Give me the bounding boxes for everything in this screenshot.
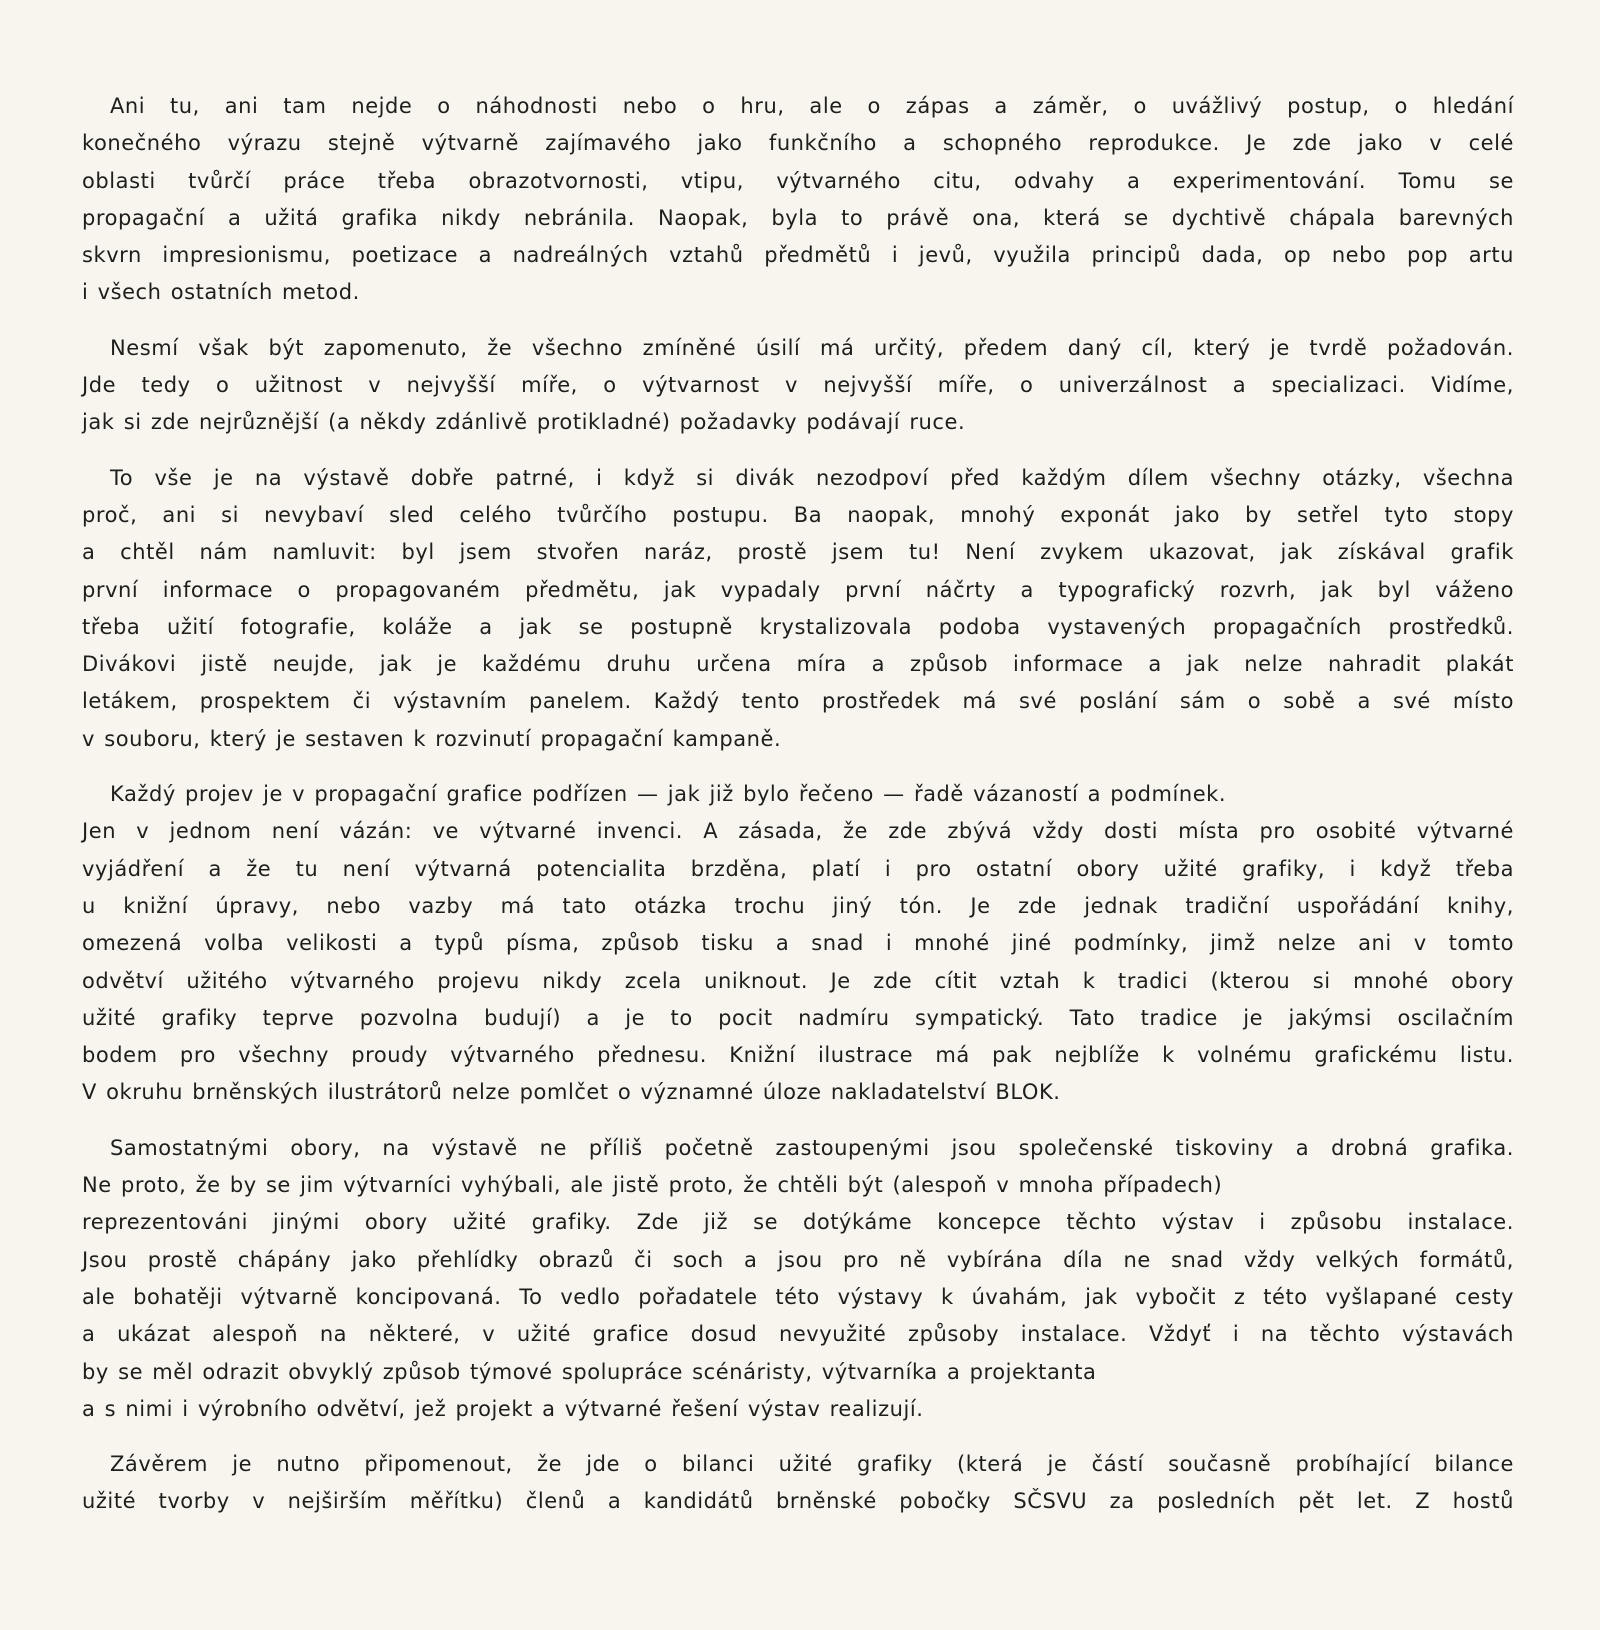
paragraph-5 [82,1130,1514,1428]
text-line: u knižní úpravy, nebo vazby má tato otázka trochu jiný tón. Je zde jednak tradiční uspořádání knihy, [82,893,1514,918]
text-line: propagační a užitá grafika nikdy nebránila. Naopak, byla to právě ona, která se dychtivě chápala barevných [82,205,1514,230]
text-line: reprezentováni jinými obory užité grafiky. Zde již se dotýkáme koncepce těchto výstav i způsobu instalace. [82,1210,1514,1235]
text-line: Nesmí však být zapomenuto, že všechno zmíněné úsilí má určitý, předem daný cíl, který je tvrdě požadován. [110,335,1514,360]
text-line: Ne proto, že by se jim výtvarníci vyhýbali, ale jistě proto, že chtěli být (alespoň v mnoha případech) [82,1173,1223,1198]
text-line: by se měl odrazit obvyklý způsob týmové spolupráce scénáristy, výtvarníka a projektanta [82,1359,1097,1384]
text-line: a s nimi i výrobního odvětví, jež projekt a výtvarné řešení výstav realizují. [82,1396,924,1421]
text-line: vyjádření a že tu není výtvarná potencialita brzděna, platí i pro ostatní obory užité grafiky, i když třeba [82,856,1514,881]
text-line: Divákovi jistě neujde, jak je každému druhu určena míra a způsob informace a jak nelze nahradit plakát [82,652,1514,677]
text-line: Ani tu, ani tam nejde o náhodnosti nebo o hru, ale o zápas a záměr, o uvážlivý postup, o hledání [110,94,1514,118]
text-line: v souboru, který je sestaven k rozvinutí propagační kampaně. [82,726,782,751]
paragraph-4 [82,776,1514,1112]
text-line: Samostatnými obory, na výstavě ne příliš početně zastoupenými jsou společenské tiskoviny a drobná grafika. [110,1135,1514,1160]
text-line: Jsou prostě chápány jako přehlídky obrazů či soch a jsou pro ně vybírána díla ne snad vždy velkých formátů, [82,1247,1514,1272]
text-line: užité tvorby v nejširším měřítku) členů a kandidátů brněnské pobočky SČSVU za posledních pět let. Z hostů [82,1489,1514,1514]
text-line: jak si zde nejrůznější (a někdy zdánlivě protikladné) požadavky podávají ruce. [82,410,966,435]
text-line: Závěrem je nutno připomenout, že jde o bilanci užité grafiky (která je částí současně probíhající bilance [110,1452,1514,1477]
text-line: bodem pro všechny proudy výtvarného přednesu. Knižní ilustrace má pak nejblíže k volnému grafickému listu. [82,1043,1514,1068]
text-line: užité grafiky teprve pozvolna budují) a je to pocit nadmíru sympatický. Tato tradice je jakýmsi oscilačním [82,1005,1514,1030]
text-line: letákem, prospektem či výstavním panelem. Každý tento prostředek má své poslání sám o sobě a své místo [82,689,1514,714]
text-line: odvětví užitého výtvarného projevu nikdy zcela uniknout. Je zde cítit vztah k tradici (kterou si mnohé obory [82,968,1514,993]
text-line: Jde tedy o užitnost v nejvyšší míře, o výtvarnost v nejvyšší míře, o univerzálnost a specializaci. Vidíme, [82,373,1514,398]
text-line: omezená volba velikosti a typů písma, způsob tisku a snad i mnohé jiné podmínky, jimž nelze ani v tomto [82,931,1514,956]
text-line: skvrn impresionismu, poetizace a nadreálných vztahů předmětů i jevů, využila principů dada, op nebo pop artu [82,243,1514,268]
text-column [82,88,1514,1539]
text-line: oblasti tvůrčí práce třeba obrazotvornosti, vtipu, výtvarného citu, odvahy a experimentování. Tomu se [82,168,1514,193]
text-line: Jen v jednom není vázán: ve výtvarné invenci. A zásada, že zde zbývá vždy dosti místa pro osobité výtvarné [82,819,1514,844]
text-line: proč, ani si nevybaví sled celého tvůrčího postupu. Ba naopak, mnohý exponát jako by setřel tyto stopy [82,502,1514,527]
paragraph-1 [82,88,1514,312]
text-line: a ukázat alespoň na některé, v užité grafice dosud nevyužité způsoby instalace. Vždyť i na těchto výstavách [82,1322,1514,1347]
paragraph-3 [82,460,1514,758]
paragraph-2 [82,330,1514,442]
text-line: konečného výrazu stejně výtvarně zajímavého jako funkčního a schopného reprodukce. Je zde jako v celé [82,131,1514,156]
text-line: To vše je na výstavě dobře patrné, i když si divák nezodpoví před každým dílem všechny otázky, všechna [110,465,1514,490]
text-line: Každý projev je v propagační grafice podřízen — jak již bylo řečeno — řadě vázaností a podmínek. [110,782,1227,807]
text-line: třeba užití fotografie, koláže a jak se postupně krystalizovala podoba vystavených propagačních prostředků. [82,614,1514,639]
text-line: V okruhu brněnských ilustrátorů nelze pomlčet o významné úloze nakladatelství BLOK. [82,1080,1061,1105]
text-line: ale bohatěji výtvarně koncipovaná. To vedlo pořadatele této výstavy k úvahám, jak vybočit z této vyšlapané cesty [82,1284,1514,1309]
text-line: a chtěl nám namluvit: byl jsem stvořen naráz, prostě jsem tu! Není zvykem ukazovat, jak získával grafik [82,540,1514,565]
text-line: první informace o propagovaném předmětu, jak vypadaly první náčrty a typografický rozvrh, jak byl váženo [82,577,1514,602]
paragraph-6 [82,1446,1514,1521]
text-line: i všech ostatních metod. [82,280,360,305]
